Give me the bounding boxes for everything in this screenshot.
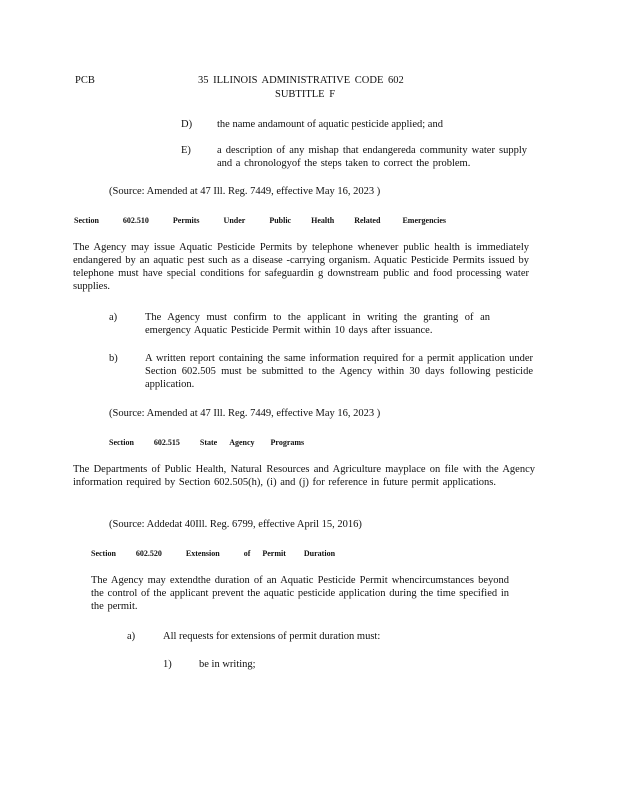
section-number: 602.520 <box>135 549 162 558</box>
section-paragraph: The Agency may issue Aquatic Pesticide Permits by telephone whenever public health is immediately endangered by an aquatic pest such as a disease -carrying organism. Aquatic Pesticide Permits issued by telephone must have special conditions for safeguardin g downstream public and food processing water supplies. <box>73 242 529 292</box>
subitem-text: be in writing; <box>199 659 256 670</box>
header-title: 35 ILLINOIS ADMINISTRATIVE CODE 602 <box>198 75 404 86</box>
item-label: a) <box>109 312 118 323</box>
section-title-word: Under <box>223 216 246 225</box>
section-title-word: Emergencies <box>402 216 446 225</box>
item-text: The Agency must confirm to the applicant in writing the granting of an emergency Aquatic Pesticide Permit within 10 days after issuance. <box>145 312 490 336</box>
section-title-word: Extension <box>185 549 220 558</box>
section-title-word: Agency <box>229 438 255 447</box>
subitem-label: 1) <box>163 659 172 670</box>
section-label: Section <box>74 216 99 225</box>
section-paragraph: The Departments of Public Health, Natural Resources and Agriculture mayplace on file with the Agency information required by Section 602.505(h), (i) and (j) for reference in future permit applications. <box>73 464 535 488</box>
section-number: 602.515 <box>153 438 180 447</box>
section-title-word: Health <box>311 216 335 225</box>
item-text: A written report containing the same information required for a permit application under Section 602.505 must be submitted to the Agency within 30 days following pesticide application. <box>145 353 533 390</box>
section-title-word: State <box>199 438 218 447</box>
item-label: D) <box>181 119 193 130</box>
section-title-word: Programs <box>270 438 305 447</box>
item-label: E) <box>181 145 191 156</box>
item-text: a description of any mishap that endangereda community water supply and a chronologyof the steps taken to correct the problem. <box>217 145 527 169</box>
item-label: a) <box>127 631 136 642</box>
section-title-word: Public <box>269 216 292 225</box>
section-number: 602.510 <box>122 216 149 225</box>
section-title-word: Related <box>354 216 381 225</box>
section-label: Section <box>91 549 116 558</box>
header-left: PCB <box>75 75 95 86</box>
section-title-word: Permits <box>172 216 200 225</box>
item-text: the name andamount of aquatic pesticide applied; and <box>217 119 443 130</box>
section-heading <box>91 547 335 560</box>
section-title-word: of <box>243 549 251 558</box>
header-subtitle: SUBTITLE F <box>275 89 336 100</box>
section-heading <box>109 436 304 449</box>
item-text: All requests for extensions of permit duration must: <box>163 631 381 642</box>
section-title-word: Duration <box>303 549 336 558</box>
source-note: (Source: Amended at 47 Ill. Reg. 7449, effective May 16, 2023 ) <box>109 408 381 419</box>
item-label: b) <box>109 353 118 364</box>
section-label: Section <box>109 438 134 447</box>
section-heading <box>74 214 446 227</box>
section-title-word: Permit <box>262 549 286 558</box>
source-note: (Source: Amended at 47 Ill. Reg. 7449, effective May 16, 2023 ) <box>109 186 381 197</box>
section-paragraph: The Agency may extendthe duration of an Aquatic Pesticide Permit whencircumstances beyond the control of the applicant prevent the aquatic pesticide application during the time specified in the permit. <box>91 575 509 612</box>
source-note: (Source: Addedat 40Ill. Reg. 6799, effective April 15, 2016) <box>109 519 362 530</box>
